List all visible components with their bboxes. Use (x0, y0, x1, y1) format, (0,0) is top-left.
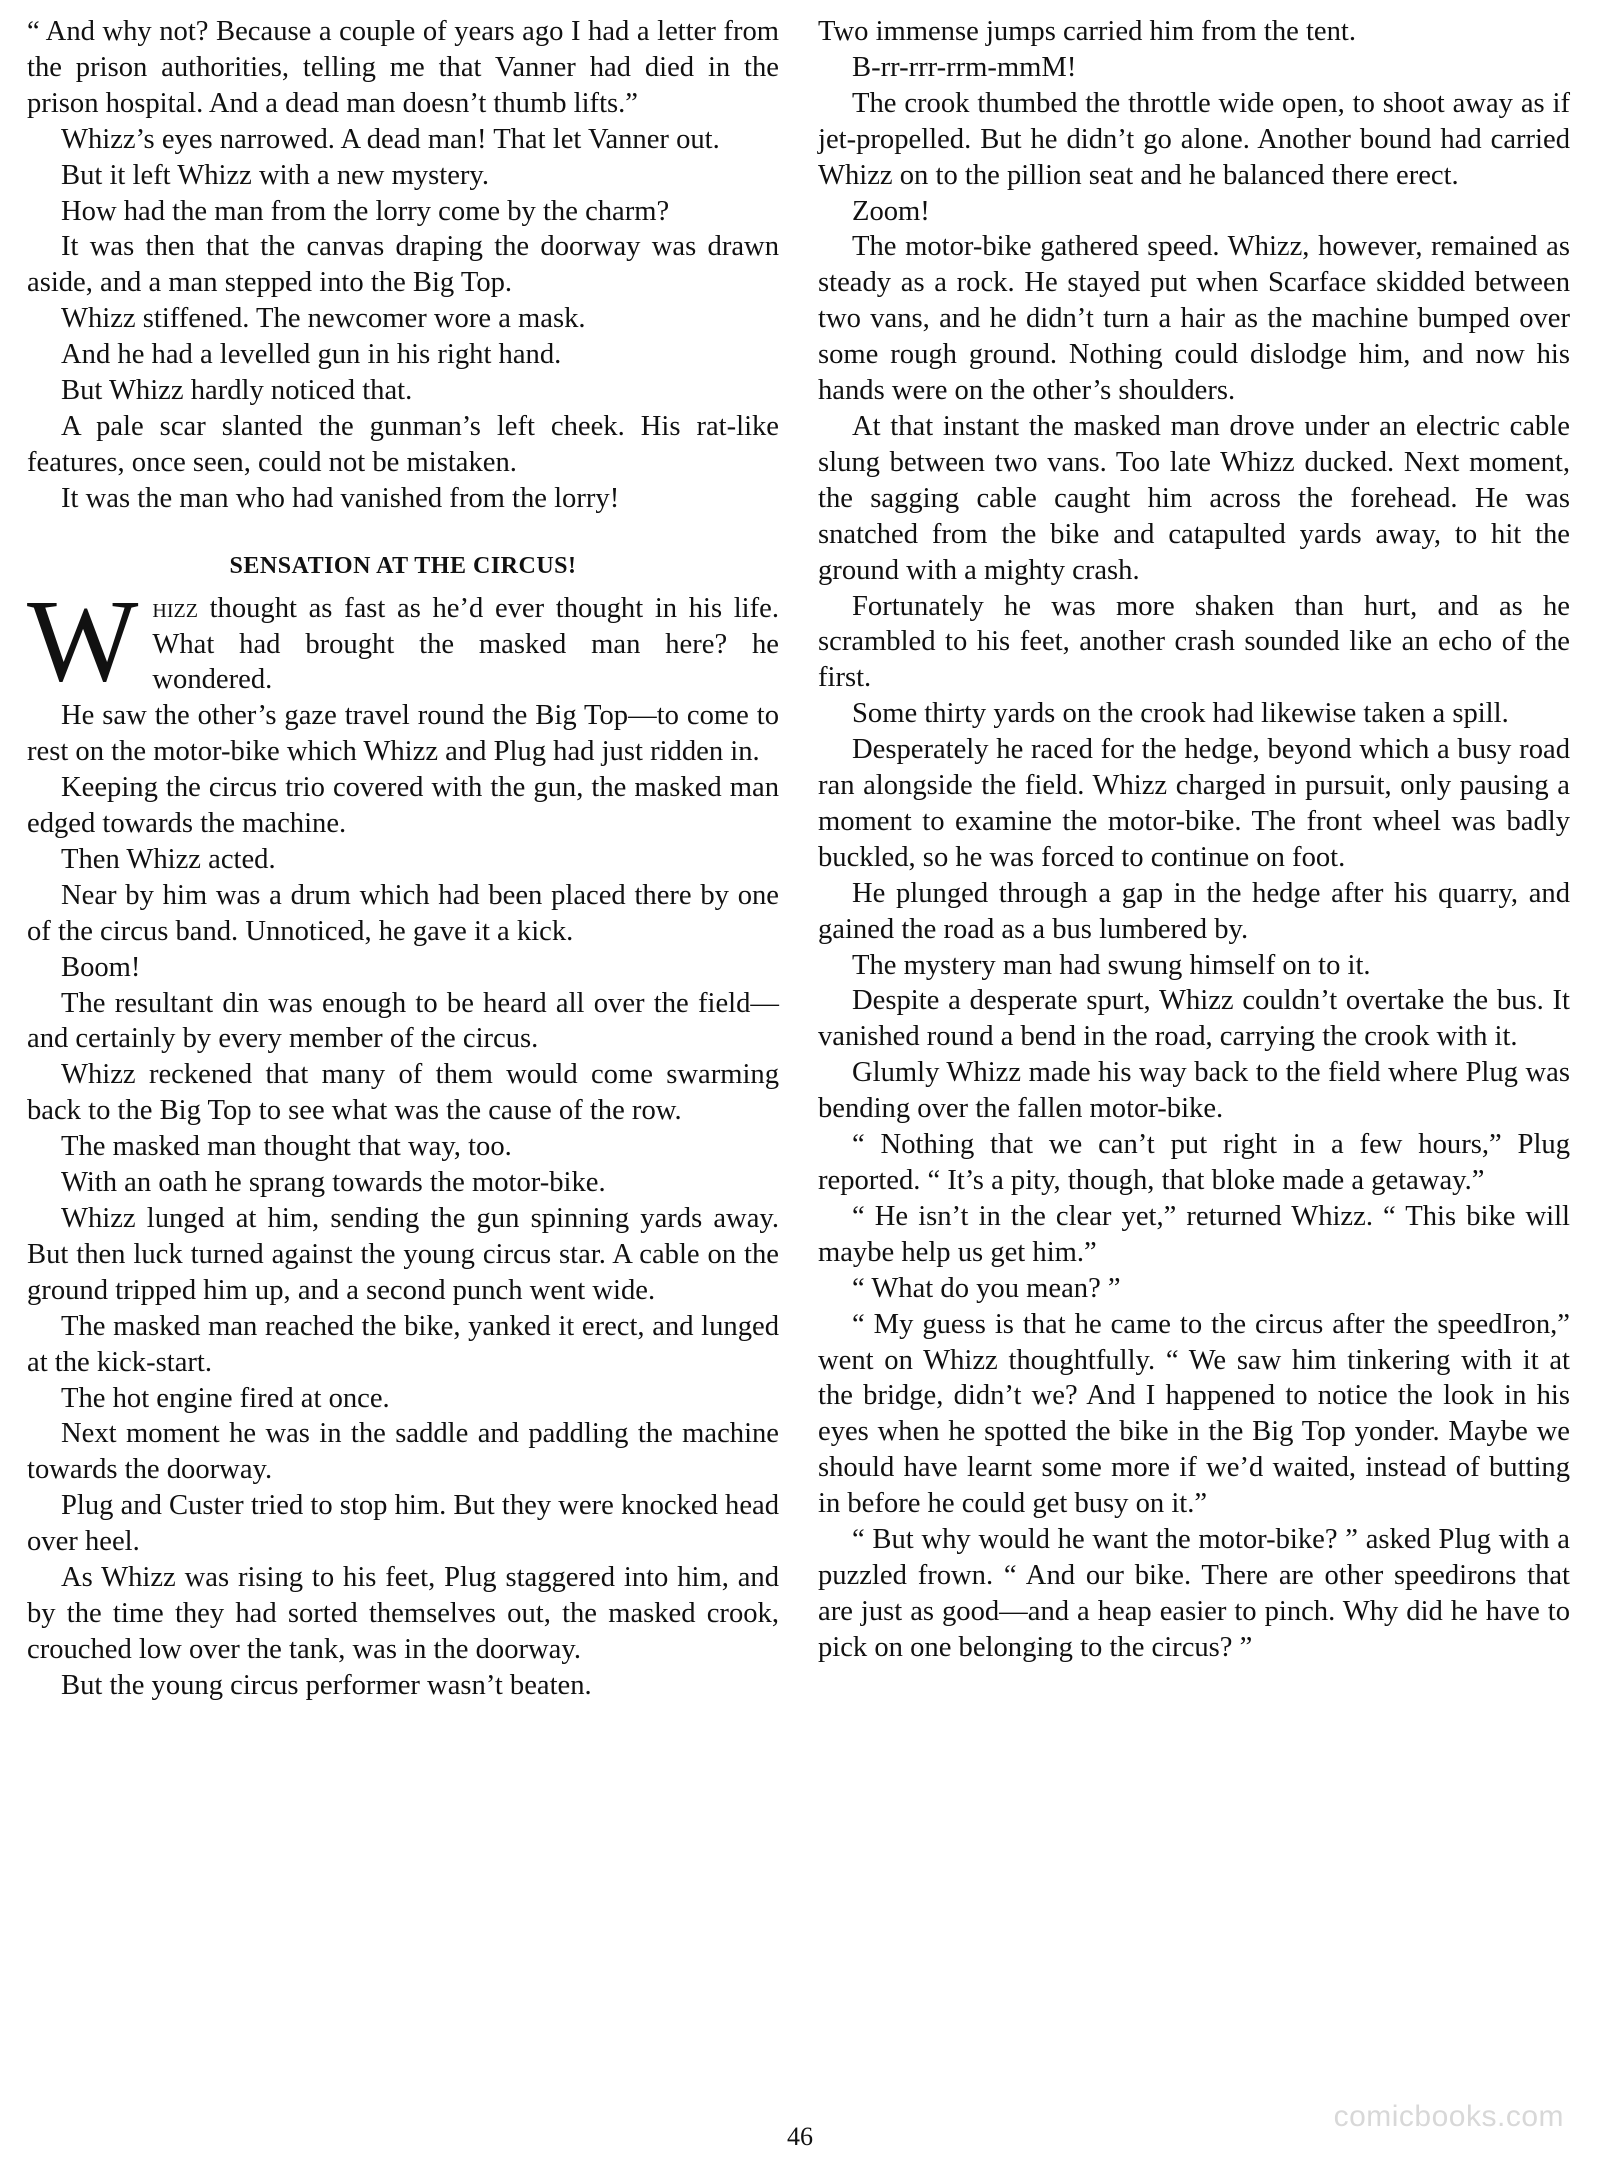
paragraph: Plug and Custer tried to stop him. But they were knocked head over heel. (27, 1490, 779, 1558)
paragraph: Fortunately he was more shaken than hurt, and as he scrambled to his feet, another crash sounded like an echo of the first. (818, 590, 1570, 694)
paragraph: “ But why would he want the motor-bike? ” asked Plug with a puzzled frown. “ And our bike. There are other speedirons that are just as good—and a heap easier to pinch. Why did he have to pick on one belonging to the circus? ” (818, 1524, 1570, 1663)
paragraph: The motor-bike gathered speed. Whizz, however, remained as steady as a rock. He stayed put when Scarface skidded between two vans, and he didn’t turn a hair as the machine bumped over some rough ground. Nothing could dislodge him, and now his hands were on the other’s shoulders. (818, 231, 1570, 407)
paragraph: “ What do you mean? ” (852, 1272, 1121, 1304)
paragraph: Next moment he was in the saddle and paddling the machine towards the doorway. (27, 1418, 779, 1486)
paragraph: Glumly Whizz made his way back to the field where Plug was bending over the fallen motor-bike. (818, 1057, 1570, 1125)
section-heading: SENSATION AT THE CIRCUS! (229, 552, 577, 579)
paragraph: How had the man from the lorry come by the charm? (61, 195, 670, 227)
paragraph: At that instant the masked man drove under an electric cable slung between two vans. Too late Whizz ducked. Next moment, the sagging cable caught him across the forehead. He was snatched from the bike and catapulted yards away, to hit the ground with a mighty crash. (818, 410, 1570, 586)
paragraph: Whizz lunged at him, sending the gun spinning yards away. But then luck turned against the young circus star. A cable on the ground tripped him up, and a second punch went wide. (27, 1203, 779, 1306)
paragraph: The crook thumbed the throttle wide open, to shoot away as if jet-propelled. But he didn’t go alone. Another bound had carried Whizz on to the pillion seat and he balanced there erect. (818, 87, 1570, 191)
paragraph: Two immense jumps carried him from the tent. (818, 16, 1356, 47)
page-number: 46 (787, 2122, 813, 2151)
dropcap-smallcaps: hizz (152, 592, 198, 624)
paragraph: A pale scar slanted the gunman’s left cheek. His rat-like features, once seen, could not be mistaken. (27, 410, 779, 478)
paragraph: But Whizz hardly noticed that. (61, 375, 413, 407)
dropcap-text: thought as fast as he’d ever thought in his life. What had brought the masked man here? he wondered. (152, 592, 779, 696)
paragraph: Some thirty yards on the crook had likewise taken a spill. (852, 698, 1509, 730)
drop-cap: W (27, 574, 139, 706)
paragraph: The masked man thought that way, too. (61, 1131, 512, 1163)
paragraph: Then Whizz acted. (61, 843, 276, 875)
paragraph: But the young circus performer wasn’t beaten. (61, 1669, 592, 1701)
dropcap-paragraph (27, 574, 779, 706)
paragraph: As Whizz was rising to his feet, Plug staggered into him, and by the time they had sorted themselves out, the masked crook, crouched low over the tank, was in the doorway. (27, 1562, 779, 1665)
paragraph: Whizz’s eyes narrowed. A dead man! That let Vanner out. (61, 123, 720, 155)
right-column (818, 14, 1570, 1666)
paragraph: Boom! (61, 951, 141, 983)
paragraph: And he had a levelled gun in his right hand. (61, 339, 562, 371)
paragraph: Zoom! (852, 195, 930, 227)
paragraph: Whizz stiffened. The newcomer wore a mask. (61, 303, 586, 335)
paragraph: The masked man reached the bike, yanked it erect, and lunged at the kick-start. (27, 1310, 779, 1378)
paragraph: B-rr-rrr-rrm-mmM! (852, 51, 1077, 83)
paragraph: Desperately he raced for the hedge, beyond which a busy road ran alongside the field. Whizz charged in pursuit, only pausing a moment to examine the motor-bike. The front wheel was badly buckled, so he was forced to continue on foot. (818, 734, 1570, 873)
paragraph: Near by him was a drum which had been placed there by one of the circus band. Unnoticed, he gave it a kick. (27, 879, 779, 947)
paragraph: The resultant din was enough to be heard all over the field—and certainly by every member of the circus. (27, 987, 779, 1055)
paragraph: He saw the other’s gaze travel round the Big Top—to come to rest on the motor-bike which Whizz and Plug had just ridden in. (27, 700, 779, 768)
paragraph: The hot engine fired at once. (61, 1382, 390, 1414)
watermark: comicbooks.com (1333, 2100, 1564, 2133)
paragraph: It was the man who had vanished from the lorry! (61, 482, 620, 514)
paragraph: “ He isn’t in the clear yet,” returned Whizz. “ This bike will maybe help us get him.” (818, 1200, 1570, 1268)
paragraph: He plunged through a gap in the hedge after his quarry, and gained the road as a bus lumbered by. (818, 877, 1570, 945)
paragraph: “ My guess is that he came to the circus after the speedIron,” went on Whizz thoughtfully. “ We saw him tinkering with it at the bridge, didn’t we? And I happened to notice the look in his eyes when he spotted the bike in the Big Top yonder. Maybe we should have learnt some more if we’d waited, instead of butting in before he could get busy on it.” (818, 1308, 1570, 1520)
paragraph: The mystery man had swung himself on to it. (852, 949, 1371, 981)
paragraph: Whizz reckened that many of them would come swarming back to the Big Top to see what was the cause of the row. (27, 1059, 779, 1127)
paragraph: “ And why not? Because a couple of years ago I had a letter from the prison authorities, telling me that Vanner had died in the prison hospital. And a dead man doesn’t thumb lifts.” (27, 16, 779, 119)
paragraph: With an oath he sprang towards the motor-bike. (61, 1167, 606, 1199)
paragraph: But it left Whizz with a new mystery. (61, 159, 490, 191)
left-column (27, 14, 779, 1704)
paragraph: “ Nothing that we can’t put right in a few hours,” Plug reported. “ It’s a pity, though, that bloke made a getaway.” (818, 1129, 1570, 1196)
paragraph: Despite a desperate spurt, Whizz couldn’t overtake the bus. It vanished round a bend in the road, carrying the crook with it. (818, 985, 1570, 1053)
paragraph: It was then that the canvas draping the doorway was drawn aside, and a man stepped into the Big Top. (27, 231, 779, 299)
paragraph: Keeping the circus trio covered with the gun, the masked man edged towards the machine. (27, 772, 779, 840)
